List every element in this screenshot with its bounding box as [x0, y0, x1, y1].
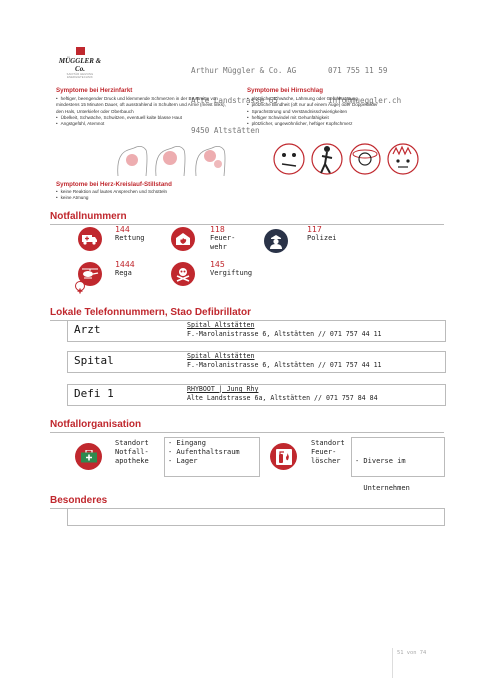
logo-text: MÜGGLER & Co. [58, 57, 102, 73]
emergency-label: Rega [115, 269, 132, 277]
phone-row-arzt [67, 320, 446, 342]
org-label-line: apotheke [115, 457, 149, 465]
symptoms-hirnschlag-title: Symptome bei Hirnschlag [247, 87, 323, 94]
phone-row-address: Alte Landstrasse 6a, Altstätten // 071 757 84 84 [187, 394, 378, 402]
emergency-number[interactable]: 117 [307, 224, 322, 234]
phone-row-name[interactable]: RHYBOOT | Jung Rhy [187, 385, 259, 393]
org-label-line: Standort [311, 439, 345, 447]
police-icon [264, 229, 288, 253]
list-item: • Übelkeit, Schwäche, Schwitzen, eventuell kalte blasse Haut [56, 115, 232, 121]
ambulance-icon [78, 227, 102, 251]
emergency-number[interactable]: 1444 [115, 259, 135, 269]
emergency-number[interactable]: 118 [210, 224, 225, 234]
headache-icon [388, 144, 418, 174]
list-item: - Lager [168, 457, 198, 465]
emergency-entry-polizei [307, 224, 337, 243]
heart-attack-figures [112, 140, 230, 178]
dizziness-icon [312, 144, 342, 174]
phone-row-address: F.-Marolanistrasse 6, Altstätten // 071 757 44 11 [187, 330, 382, 338]
org-label-line: Feuer- [311, 448, 337, 456]
phone-row-label: Arzt [74, 323, 101, 336]
symptoms-kreislauf-title: Symptome bei Herz-Kreislauf-Stillstand [56, 181, 172, 188]
list-item: • heftiger, beengender Druck und klemmende Schmerzen in der Brustmitte von mindestens 15 Minuten Dauer, oft ausstrahlend in Schultern und Arme (meist links), den Hals, Unterkiefer oder Oberbauch [56, 96, 232, 115]
company-city: 9450 Altstätten [191, 126, 260, 135]
phone-row-label: Defi 1 [74, 387, 114, 400]
symptoms-herzinfarkt [56, 87, 232, 127]
org-label-apotheke [115, 439, 149, 466]
torso-pain-icons [112, 140, 230, 178]
emergency-label: Feuer- [210, 234, 236, 242]
phone-row-name[interactable]: Spital Altstätten [187, 321, 255, 329]
footer-divider [392, 648, 393, 678]
org-label-line: Notfall- [115, 448, 149, 456]
org-box-apotheke [164, 437, 260, 477]
list-item: • keine Atmung [56, 195, 232, 201]
divider [50, 432, 444, 433]
symptoms-hirnschlag [247, 87, 427, 127]
emergency-number[interactable]: 145 [210, 259, 225, 269]
list-item: • plötzliche Schwäche, Lähmung oder Gefühlsstörung [247, 96, 427, 102]
section-title-organisation: Notfallorganisation [50, 419, 142, 430]
emergency-label: Vergiftung [210, 269, 253, 277]
phone-row-spital [67, 351, 446, 373]
cross-icon [76, 287, 84, 295]
phone-row-label: Spital [74, 354, 114, 367]
list-item: Unternehmen [355, 484, 410, 492]
logo-subtitle: SANITÄR HEIZUNG ENERGIETECHNIK [66, 73, 94, 79]
org-label-loescher [311, 439, 345, 466]
emergency-label: wehr [210, 242, 227, 251]
stroke-icons [272, 142, 428, 176]
emergency-entry-vergiftung [210, 259, 252, 278]
list-item: • plötzliche Blindheit (oft nur auf einem Auge) oder Doppelbilder [247, 102, 427, 108]
paralysis-icon [274, 144, 304, 174]
symptoms-herzinfarkt-title: Symptome bei Herzinfarkt [56, 87, 133, 94]
phone-row-name[interactable]: Spital Altstätten [187, 352, 255, 360]
symptoms-kreislauf [56, 181, 232, 202]
emergency-entry-rettung [115, 224, 145, 243]
emergency-entry-rega [115, 259, 135, 278]
phone-row-defi [67, 384, 446, 406]
list-item: • Sprachstörung und Verständnisschwierigkeiten [247, 109, 427, 115]
list-item: - Aufenthaltsraum [168, 448, 240, 456]
first-aid-badge [75, 281, 85, 291]
page-number: 51 von 74 [397, 650, 427, 656]
emergency-label: Polizei [307, 234, 337, 242]
logo-mark [76, 47, 85, 55]
org-box-loescher [351, 437, 445, 492]
section-title-besonderes: Besonderes [50, 495, 108, 506]
company-street: Alte Landstrasse 65 [191, 96, 278, 105]
company-email[interactable]: info@mueggler.ch [328, 96, 402, 105]
fire-extinguisher-icon [270, 443, 297, 470]
company-phone: 071 755 11 59 [328, 66, 388, 75]
poison-icon [171, 262, 195, 286]
list-item: • keine Reaktion auf lautes Ansprechen und Schütteln [56, 189, 232, 195]
fire-icon [171, 227, 195, 251]
emergency-entry-feuerwehr [210, 224, 235, 251]
first-aid-kit-icon [75, 443, 102, 470]
vertigo-icon [350, 144, 380, 174]
phone-row-address: F.-Marolanistrasse 6, Altstätten // 071 757 44 11 [187, 361, 382, 369]
list-item: • Angstgefühl, Atemnot [56, 121, 232, 127]
list-item: • heftiger Schwindel mit Gehunfähigkeit [247, 115, 427, 121]
company-name: Arthur Müggler & Co. AG [191, 66, 297, 75]
section-title-telefon: Lokale Telefonnummern, Stao Defibrillator [50, 307, 251, 318]
divider [50, 224, 444, 225]
emergency-number[interactable]: 144 [115, 224, 130, 234]
besonderes-field[interactable] [67, 508, 445, 526]
logo [55, 47, 105, 79]
org-label-line: löscher [311, 457, 341, 465]
emergency-label: Rettung [115, 234, 145, 242]
list-item: • plötzlicher, ungewöhnlicher, heftiger Kopfschmerz [247, 121, 427, 127]
org-label-line: Standort [115, 439, 149, 447]
list-item: - Eingang [168, 439, 206, 447]
section-title-notfallnummern: Notfallnummern [50, 211, 127, 222]
list-item: - Diverse im [355, 457, 406, 465]
